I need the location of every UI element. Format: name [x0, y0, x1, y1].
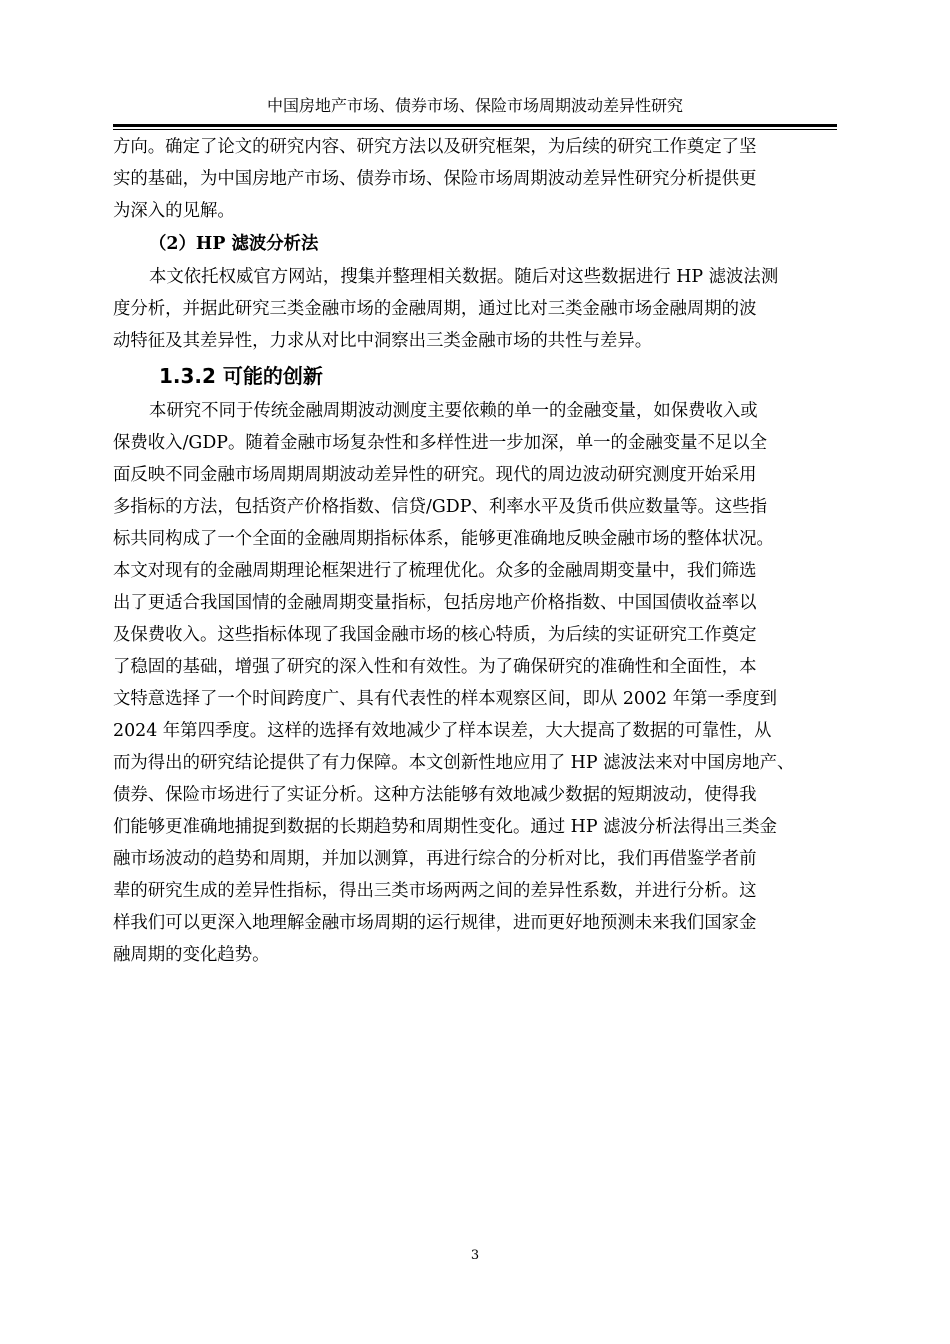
paragraph-continued — [113, 131, 837, 227]
paragraph-line: 而为得出的研究结论提供了有力保障。本文创新性地应用了 HP 滤波法来对中国房地产、 — [113, 753, 795, 773]
paragraph-line: 融周期的变化趋势。 — [113, 945, 270, 965]
paragraph-line: 及保费收入。这些指标体现了我国金融市场的核心特质，为后续的实证研究工作奠定 — [113, 625, 757, 645]
paragraph-line: 度分析，并据此研究三类金融市场的金融周期，通过比对三类金融市场金融周期的波 — [113, 299, 757, 319]
paragraph-line: 融市场波动的趋势和周期，并加以测算，再进行综合的分析对比，我们再借鉴学者前 — [113, 849, 757, 869]
paragraph-line: 出了更适合我国国情的金融周期变量指标，包括房地产价格指数、中国国债收益率以 — [113, 593, 757, 613]
paragraph-line: 动特征及其差异性，力求从对比中洞察出三类金融市场的共性与差异。 — [113, 331, 653, 351]
section-heading-innovation: 1.3.2 可能的创新 — [159, 364, 323, 388]
paragraph-line: 2024 年第四季度。这样的选择有效地减少了样本误差，大大提高了数据的可靠性，从 — [113, 721, 772, 741]
header-rule-thick — [113, 124, 837, 127]
paragraph-line: 为深入的见解。 — [113, 201, 235, 221]
page-body — [113, 131, 837, 971]
paragraph-line: 多指标的方法，包括资产价格指数、信贷/GDP、利率水平及货币供应数量等。这些指 — [113, 497, 768, 517]
paragraph-innovation — [113, 395, 837, 971]
paragraph-line: 们能够更准确地捕捉到数据的长期趋势和周期性变化。通过 HP 滤波分析法得出三类金 — [113, 817, 777, 837]
paragraph-hp-filter — [113, 261, 837, 357]
paragraph-line: 实的基础，为中国房地产市场、债券市场、保险市场周期波动差异性研究分析提供更 — [113, 169, 757, 189]
paragraph-line: 方向。确定了论文的研究内容、研究方法以及研究框架，为后续的研究工作奠定了坚 — [113, 137, 757, 157]
page-number: 3 — [470, 1248, 480, 1263]
paragraph-line: 面反映不同金融市场周期周期波动差异性的研究。现代的周边波动研究测度开始采用 — [113, 465, 757, 485]
paragraph-line: 本文对现有的金融周期理论框架进行了梳理优化。众多的金融周期变量中，我们筛选 — [113, 561, 757, 581]
paragraph-line: 本文依托权威官方网站，搜集并整理相关数据。随后对这些数据进行 HP 滤波法测 — [149, 267, 779, 287]
paragraph-line: 保费收入/GDP。随着金融市场复杂性和多样性进一步加深，单一的金融变量不足以全 — [113, 433, 768, 453]
header-rule-thin — [113, 129, 837, 130]
paragraph-line: 辈的研究生成的差异性指标，得出三类市场两两之间的差异性系数，并进行分析。这 — [113, 881, 757, 901]
header-title: 中国房地产市场、债券市场、保险市场周期波动差异性研究 — [266, 96, 683, 115]
subheading-hp-filter: （2）HP 滤波分析法 — [149, 234, 319, 254]
paragraph-line: 标共同构成了一个全面的金融周期指标体系，能够更准确地反映金融市场的整体状况。 — [113, 529, 774, 549]
paragraph-line: 债券、保险市场进行了实证分析。这种方法能够有效地减少数据的短期波动，使得我 — [113, 785, 757, 805]
paragraph-line: 样我们可以更深入地理解金融市场周期的运行规律，进而更好地预测未来我们国家金 — [113, 913, 757, 933]
paragraph-line: 了稳固的基础，增强了研究的深入性和有效性。为了确保研究的准确性和全面性，本 — [113, 657, 757, 677]
paragraph-line: 文特意选择了一个时间跨度广、具有代表性的样本观察区间，即从 2002 年第一季度到 — [113, 689, 777, 709]
paragraph-line: 本研究不同于传统金融周期波动测度主要依赖的单一的金融变量，如保费收入或 — [149, 401, 758, 421]
